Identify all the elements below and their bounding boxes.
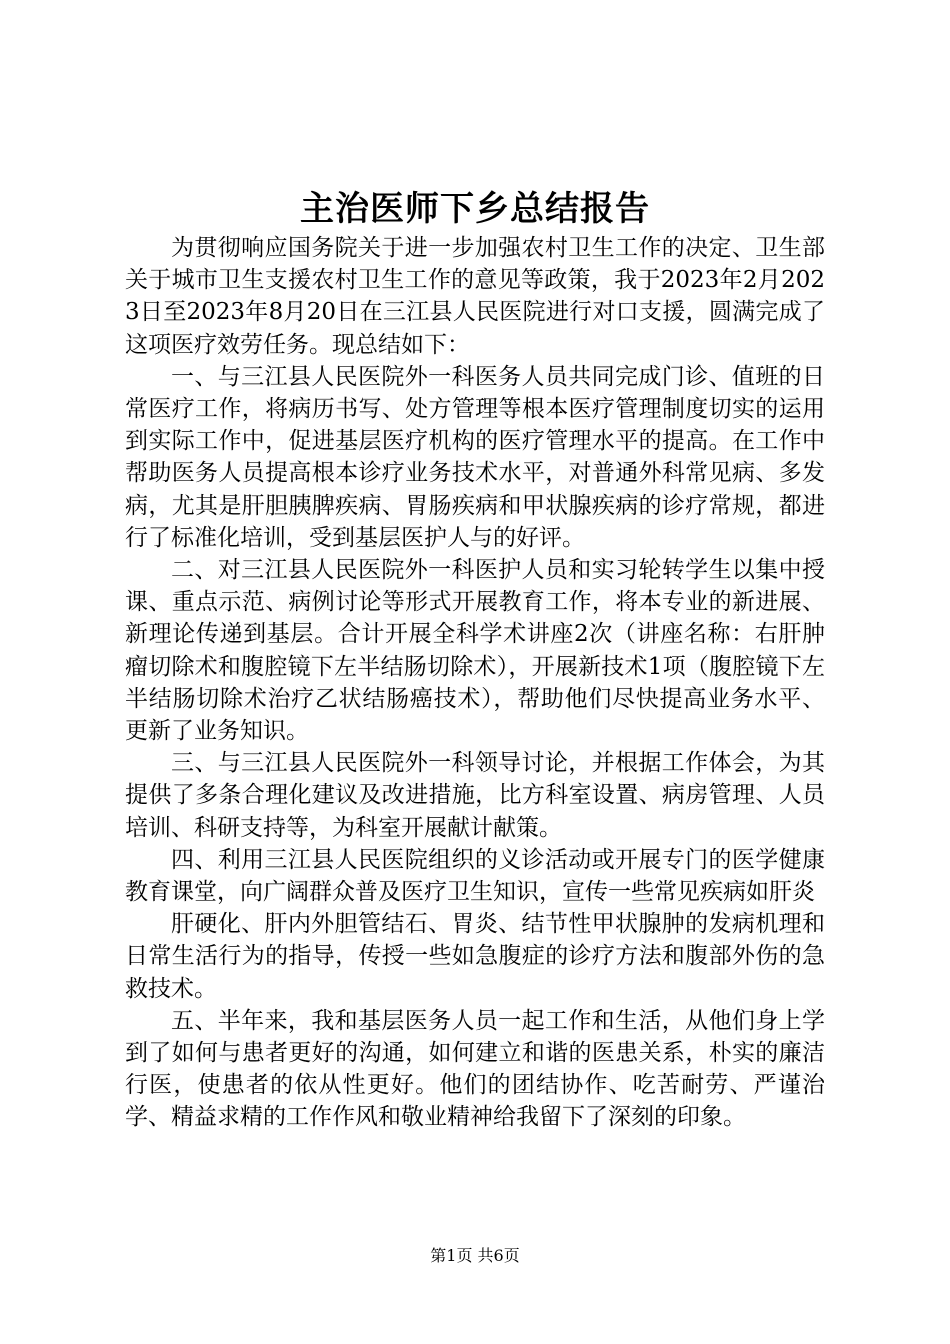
paragraph-section-1: 一、与三江县人民医院外一科医务人员共同完成门诊、值班的日常医疗工作，将病历书写、处方管理等根本医疗管理制度切实的运用到实际工作中，促进基层医疗机构的医疗管理水平的提高。在工作中帮助医务人员提高根本诊疗业务技术水平，对普通外科常见病、多发病，尤其是肝胆胰脾疾病、胃肠疾病和甲状腺疾病的诊疗常规，都进行了标准化培训，受到基层医护人与的好评。 xyxy=(125,363,825,551)
page-footer: 第1页 共6页 xyxy=(430,1246,520,1265)
document-body xyxy=(125,232,825,1134)
paragraph-section-2: 二、对三江县人民医院外一科医护人员和实习轮转学生以集中授课、重点示范、病例讨论等形式开展教育工作，将本专业的新进展、新理论传递到基层。合计开展全科学术讲座2次（讲座名称：右肝肿瘤切除术和腹腔镜下左半结肠切除术），开展新技术1项（腹腔镜下左半结肠切除术治疗乙状结肠癌技术），帮助他们尽快提高业务水平、更新了业务知识。 xyxy=(125,557,825,745)
paragraph-section-4: 四、利用三江县人民医院组织的义诊活动或开展专门的医学健康教育课堂，向广阔群众普及医疗卫生知识，宣传一些常见疾病如肝炎 xyxy=(125,846,825,906)
paragraph-section-4-continued: 肝硬化、肝内外胆管结石、胃炎、结节性甲状腺肿的发病机理和日常生活行为的指导，传授一些如急腹症的诊疗方法和腹部外伤的急救技术。 xyxy=(125,911,825,1002)
paragraph-intro: 为贯彻响应国务院关于进一步加强农村卫生工作的决定、卫生部关于城市卫生支援农村卫生工作的意见等政策，我于2023年2月2023日至2023年8月20日在三江县人民医院进行对口支援，圆满完成了这项医疗效劳任务。现总结如下： xyxy=(125,235,825,358)
paragraph-section-3: 三、与三江县人民医院外一科领导讨论，并根据工作体会，为其提供了多条合理化建议及改进措施，比方科室设置、病房管理、人员培训、科研支持等，为科室开展献计献策。 xyxy=(125,750,825,841)
paragraph-section-5: 五、半年来，我和基层医务人员一起工作和生活，从他们身上学到了如何与患者更好的沟通，如何建立和谐的医患关系，朴实的廉洁行医，使患者的依从性更好。他们的团结协作、吃苦耐劳、严谨治学、精益求精的工作作风和敬业精神给我留下了深刻的印象。 xyxy=(125,1007,825,1131)
document-title: 主治医师下乡总结报告 xyxy=(300,189,650,229)
